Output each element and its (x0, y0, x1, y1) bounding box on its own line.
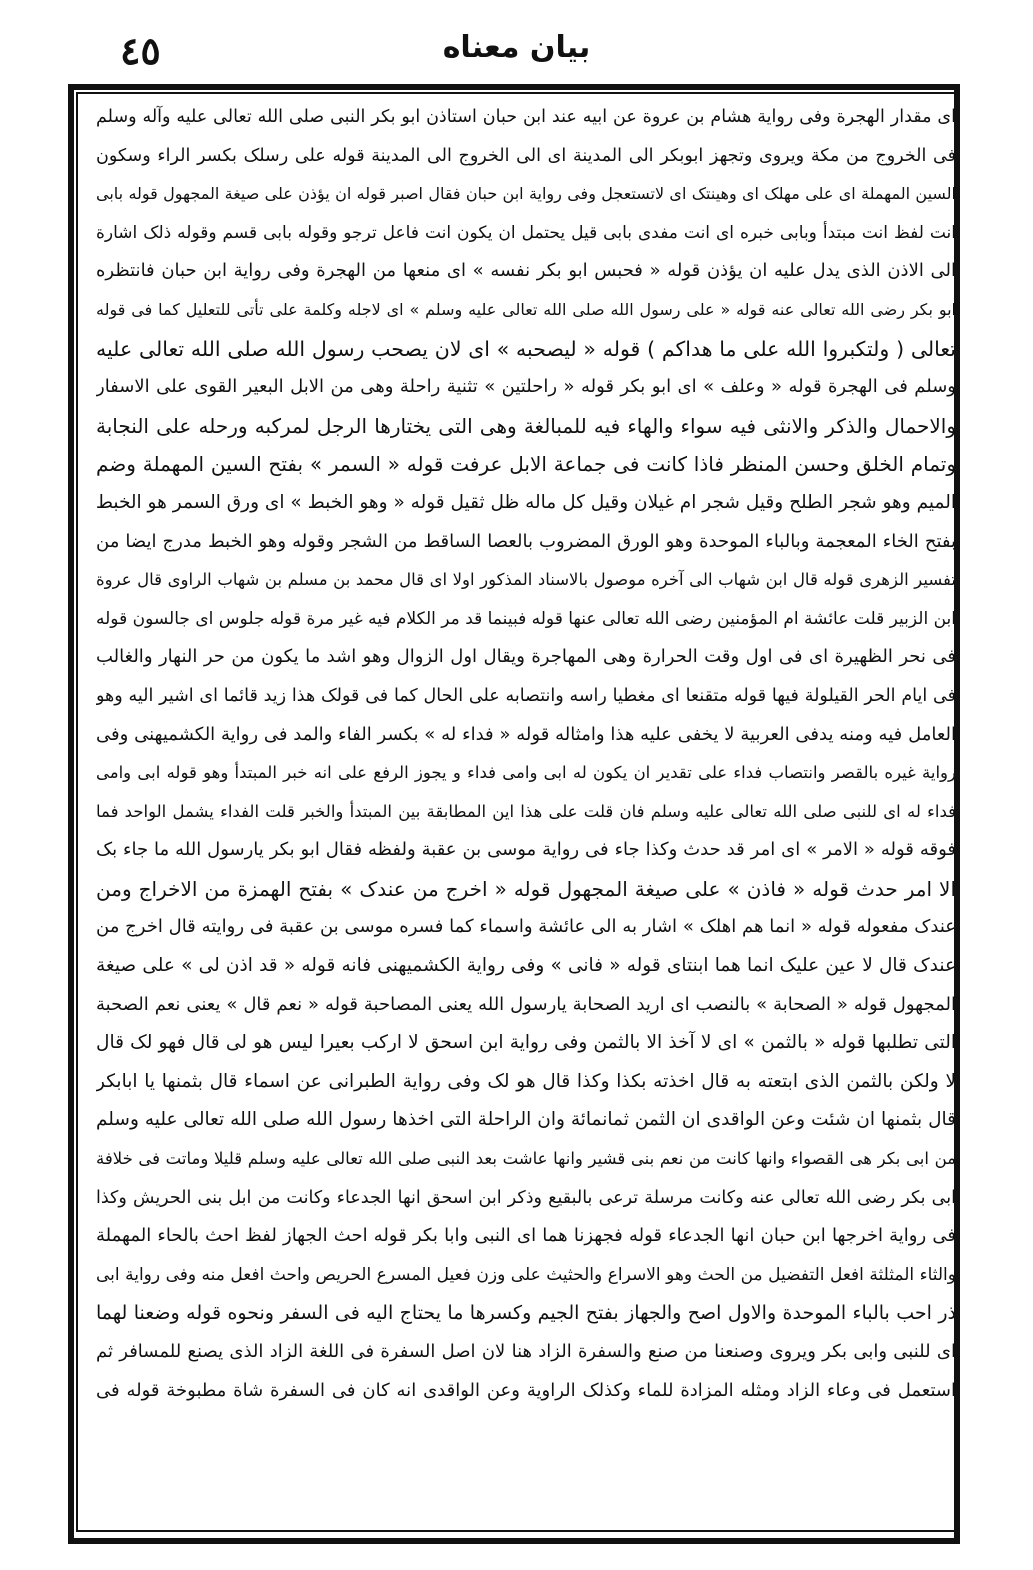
text-line: انت لفظ انت مبتدأ وبابی خبره ای انت مفدی بابی قیل یحتمل ان یکون انت فاعل ترجو وقوله بابی قسم وقوله ذلک اشارة (96, 222, 956, 243)
text-line: ای للنبی وابی بکر ویروی وصنعنا من صنع والسفرة الزاد هنا لان اصل السفرة فی اللغة الزاد الذی یصنع للمسافر ثم (96, 1341, 956, 1362)
text-line: عندک قال لا عین علیک انما هما ابنتای قوله « فانی » وفی روایة الکشمیهنی فانه قوله « قد اذن لی » علی صیغة (96, 955, 956, 977)
text-line: المیم وهو شجر الطلح وقیل شجر ام غیلان وقیل کل ماله ظل ثقیل قوله « وهو الخبط » ای ورق السمر هو الخبط (96, 491, 956, 513)
text-line: المجهول قوله « الصحابة » بالنصب ای ارید الصحابة یارسول الله یعنی المصاحبة قوله « نعم قال » یعنی نعم الصحبة (96, 993, 956, 1015)
text-line: استعمل فی وعاء الزاد ومثله المزادة للماء وکذلک الراویة وعن الواقدی انه کان فی السفرة شاة مطبوخة قوله فی (96, 1379, 956, 1401)
text-line: من ابی بکر هی القصواء وانها کانت من نعم بنی قشیر وانها عاشت بعد النبی صلی الله تعالی علیه وسلم قلیلا وماتت فی خلافة (96, 1149, 956, 1169)
text-line: الا امر حدث قوله « فاذن » علی صیغة المجهول قوله « اخرج من عندک » بفتح الهمزة من الاخراج ومن (96, 876, 956, 901)
text-line: والاحمال والذکر والانثی فیه سواء والهاء فیه للمبالغة وهی التی یختارها الرجل لمرکبه ورحله علی النجابة (96, 413, 956, 438)
text-line: ابو بکر رضی الله تعالی عنه قوله « علی رسول الله صلی الله تعالی علیه وسلم » ای لاجله وکلمة علی تأتی للتعلیل کما فی قوله (96, 299, 956, 319)
text-line: ابن الزبیر قلت عائشة ام المؤمنین رضی الله تعالی عنها قوله فبینما قد مر الکلام فیه غیر مرة قوله جلوس ای جالسون قوله (96, 608, 956, 629)
text-line: فی نحر الظهیرة ای فی اول وقت الحرارة وهی المهاجرة ویقال اول الزوال وهو اشد ما یکون من حر النهار والغالب (96, 646, 956, 668)
text-line: ای مقدار الهجرة وفی روایة هشام بن عروة عن ابیه عند ابن حبان استاذن ابو بکر النبی صلی الله تعالی علیه وآله وسلم (96, 107, 956, 127)
text-line: وتمام الخلق وحسن المنظر فاذا کانت فی جماعة الابل عرفت قوله « السمر » بفتح السین المهملة وضم (96, 452, 956, 477)
page-header (0, 0, 1033, 80)
commentary-text-block (96, 98, 956, 1518)
text-line: بفتح الخاء المعجمة وبالباء الموحدة وهو الورق المضروب بالعصا الساقط من الشجر وقوله وهو الخبط مدرج ایضا من (96, 530, 956, 552)
text-line: عندک مفعوله قوله « انما هم اهلک » اشار به الی عائشة واسماء کما فسره موسی بن عقبة فی روایته قال اخرج من (96, 916, 956, 938)
text-line: التی تطلبها قوله « بالثمن » ای لا آخذ الا بالثمن وفی روایة ابن اسحق لا ارکب بعیرا لیس هو لی قال فهو لک قال (96, 1032, 956, 1054)
text-line: ذر احب بالباء الموحدة والاول اصح والجهاز بفتح الجیم وکسرها ما یحتاج الیه فی السفر ونحوه قوله وضعنا لهما (96, 1302, 956, 1325)
text-line: تعالی ( ولتکبروا الله علی ما هداکم ) قوله « لیصحبه » ای لان یصحب رسول الله صلی الله تعالی علیه (96, 336, 956, 361)
text-line: فی الخروج من مکة ویروی وتجهز ابوبکر الی المدینة ای الی الخروج الی المدینة قوله علی رسلک بکسر الراء وسکون (96, 145, 956, 166)
page-number: ٤٥ (120, 28, 161, 73)
text-line: فی ایام الحر القیلولة فیها قوله متقنعا ای مغطیا راسه وانتصابه علی الحال کما فی قولک هذا زید قائما ای اشیر الیه وهو (96, 685, 956, 706)
text-line: تفسیر الزهری قوله قال ابن شهاب الی آخره موصول بالاسناد المذکور اولا ای قال محمد بن مسلم بن شهاب الراوی قال عروة (96, 570, 956, 590)
text-line: قال بثمنها ان شئت وعن الواقدی ان الثمن ثمانمائة وان الراحلة التی اخذها رسول الله صلی الله تعالی علیه وسلم (96, 1109, 956, 1131)
text-line: السین المهملة ای علی مهلک ای وهینتک ای لاتستعجل وفی روایة ابن حبان فقال اصبر قوله ان یؤذن علی صیغة المجهول قوله بابی (96, 184, 956, 204)
text-line: العامل فیه ومنه یدفی العربیة لا یخفی علیه هذا وامثاله قوله « فداء له » بکسر الفاء والمد فی روایة الکشمیهنی وفی (96, 723, 956, 745)
text-line: وسلم فی الهجرة قوله « وعلف » ای ابو بکر قوله « راحلتین » تثنیة راحلة وهی من الابل البعیر القوی علی الاسفار (96, 376, 956, 398)
text-line: فوقه قوله « الامر » ای امر قد حدث وکذا جاء فی روایة موسی بن عقبة ولفظه فقال ابو بکر یارسول الله ما جاء بک (96, 839, 956, 861)
text-line: ابی بکر رضی الله تعالی عنه وکانت مرسلة ترعی بالبقیع وذکر ابن اسحق انها الجدعاء وکانت من ابل بنی الحریش وکذا (96, 1187, 956, 1208)
text-line: الی الاذن الذی یدل علیه ان یؤذن قوله « فحبس ابو بکر نفسه » ای منعها من الهجرة وفی روایة ابن حبان فانتظره (96, 260, 956, 282)
text-line: والثاء المثلثة افعل التفضیل من الحث وهو الاسراع والحثیث علی وزن فعیل المسرع الحریص واحث افعل منه وفی روایة ابی (96, 1264, 956, 1285)
page-title: بیان معناه (442, 30, 591, 65)
text-line: فی روایة اخرجها ابن حبان انها الجدعاء قوله فجهزنا هما ای النبی وابا بکر قوله احث الجهاز لفظ احث بالحاء المهملة (96, 1225, 956, 1247)
text-line: فداء له ای للنبی صلی الله تعالی علیه وسلم فان قلت علی هذا این المطابقة بین المبتدأ والخبر قلت الفداء یشمل الواحد فما (96, 801, 956, 821)
text-line: لا ولکن بالثمن الذی ابتعته به قال اخذته بکذا وکذا قال هو لک وفی روایة الطبرانی عن اسماء قال بثمنها یا ابابکر (96, 1070, 956, 1092)
text-line: روایة غیره بالقصر وانتصاب فداء علی تقدیر ان یکون له ابی وامی فداء و یجوز الرفع علی انه خبر المبتدأ وهو قوله ابی وامی (96, 763, 956, 783)
